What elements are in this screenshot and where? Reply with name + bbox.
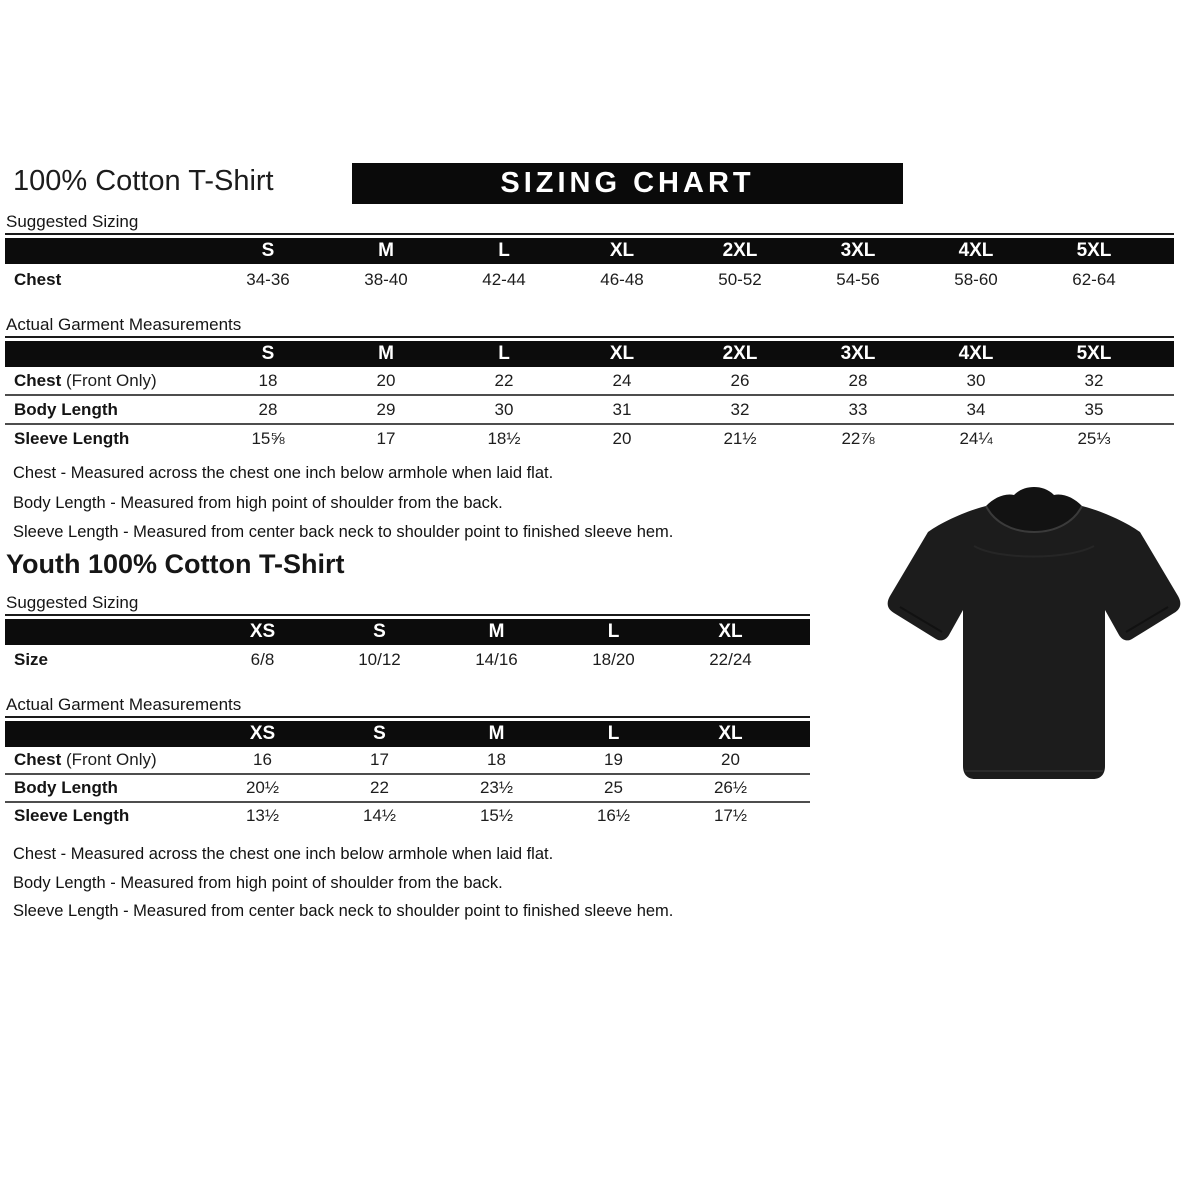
value-cell: 42-44 bbox=[482, 270, 526, 289]
tshirt-photo bbox=[878, 476, 1190, 812]
header-corner-cell bbox=[5, 341, 209, 367]
column-header-xs: XS bbox=[249, 723, 276, 744]
value-cell: 28 bbox=[848, 371, 868, 390]
header-corner-cell bbox=[5, 721, 204, 747]
header-corner-cell bbox=[5, 619, 204, 645]
table-row-chest bbox=[5, 264, 1174, 297]
value-cell: 38-40 bbox=[364, 270, 408, 289]
value-cell: 33 bbox=[848, 400, 868, 419]
row-filler bbox=[1153, 425, 1174, 454]
row-label bbox=[5, 367, 209, 394]
row-label bbox=[5, 775, 204, 801]
table-header-row bbox=[5, 341, 1174, 367]
table-row-body-length bbox=[5, 775, 810, 803]
header-corner-cell bbox=[5, 238, 209, 264]
adult-measurements-label: Actual Garment Measurements bbox=[6, 315, 242, 334]
row-label-text: Chest bbox=[14, 270, 62, 289]
value-cell: 26½ bbox=[713, 778, 748, 797]
row-label-text: Body Length bbox=[14, 778, 118, 797]
value-cell: 20 bbox=[612, 429, 632, 448]
sizing-chart-banner bbox=[352, 163, 903, 204]
value-cell: 16 bbox=[253, 750, 272, 769]
value-cell: 30 bbox=[966, 371, 986, 390]
value-cell: 46-48 bbox=[600, 270, 644, 289]
row-label bbox=[5, 803, 204, 831]
column-header-l: L bbox=[498, 240, 510, 261]
value-cell: 58-60 bbox=[954, 270, 998, 289]
value-cell: 22/24 bbox=[709, 650, 752, 669]
row-filler bbox=[789, 803, 810, 831]
row-filler bbox=[789, 775, 810, 801]
table-header-row bbox=[5, 619, 810, 645]
row-label-text: Sleeve Length bbox=[14, 429, 130, 448]
row-label bbox=[5, 264, 209, 297]
table-row-chest bbox=[5, 367, 1174, 396]
note-body-length: Body Length - Measured from high point of shoulder from the back. bbox=[13, 493, 503, 512]
column-header-5xl: 5XL bbox=[1076, 240, 1112, 261]
value-cell: 32 bbox=[730, 400, 750, 419]
page-title: 100% Cotton T-Shirt bbox=[13, 165, 274, 197]
value-cell: 23½ bbox=[479, 778, 514, 797]
value-cell: 22⅞ bbox=[841, 429, 875, 448]
value-cell: 18/20 bbox=[592, 650, 635, 669]
adult-suggested-sizing-table bbox=[5, 233, 1174, 297]
value-cell: 20 bbox=[721, 750, 740, 769]
value-cell: 13½ bbox=[245, 806, 280, 825]
value-cell: 15⅝ bbox=[251, 429, 285, 448]
value-cell: 16½ bbox=[596, 806, 631, 825]
value-cell: 54-56 bbox=[836, 270, 880, 289]
value-cell: 31 bbox=[612, 400, 632, 419]
column-header-s: S bbox=[373, 621, 386, 642]
column-header-s: S bbox=[261, 240, 275, 261]
youth-measurements-table bbox=[5, 716, 810, 831]
value-cell: 24 bbox=[612, 371, 632, 390]
value-cell: 25⅓ bbox=[1077, 429, 1111, 448]
column-header-m: M bbox=[488, 621, 505, 642]
value-cell: 24¼ bbox=[959, 429, 993, 448]
row-label-text: Chest bbox=[14, 371, 62, 390]
row-label-suffix: (Front Only) bbox=[61, 750, 157, 769]
row-label-text: Chest bbox=[14, 750, 62, 769]
table-row-sleeve-length bbox=[5, 425, 1174, 454]
youth-measurement-notes bbox=[13, 840, 673, 926]
value-cell: 30 bbox=[494, 400, 514, 419]
value-cell: 17 bbox=[376, 429, 396, 448]
value-cell: 22 bbox=[370, 778, 389, 797]
value-cell: 20½ bbox=[245, 778, 280, 797]
column-header-m: M bbox=[378, 240, 394, 261]
column-header-3xl: 3XL bbox=[840, 343, 876, 364]
adult-measurements-table bbox=[5, 336, 1174, 454]
row-filler bbox=[1153, 396, 1174, 423]
table-row-size bbox=[5, 645, 810, 675]
table-header-row bbox=[5, 238, 1174, 264]
youth-suggested-sizing-label: Suggested Sizing bbox=[6, 593, 139, 612]
column-header-4xl: 4XL bbox=[958, 240, 994, 261]
row-label bbox=[5, 425, 209, 454]
sizing-chart-banner-text: SIZING CHART bbox=[500, 167, 755, 199]
column-header-m: M bbox=[488, 723, 505, 744]
column-header-xs: XS bbox=[249, 621, 276, 642]
tshirt-illustration bbox=[878, 476, 1190, 812]
note-sleeve-length: Sleeve Length - Measured from center back neck to shoulder point to finished sleeve hem. bbox=[13, 523, 674, 541]
column-header-xl: XL bbox=[609, 240, 635, 261]
value-cell: 15½ bbox=[479, 806, 514, 825]
column-header-l: L bbox=[498, 343, 510, 364]
column-header-l: L bbox=[607, 723, 620, 744]
column-header-s: S bbox=[373, 723, 386, 744]
value-cell: 17 bbox=[370, 750, 389, 769]
column-header-4xl: 4XL bbox=[958, 343, 994, 364]
table-header-row bbox=[5, 721, 810, 747]
value-cell: 19 bbox=[604, 750, 623, 769]
column-header-m: M bbox=[378, 343, 394, 364]
row-label-text: Body Length bbox=[14, 400, 118, 419]
adult-measurement-notes bbox=[13, 459, 673, 548]
value-cell: 6/8 bbox=[250, 650, 275, 669]
row-label-text: Sleeve Length bbox=[14, 806, 130, 825]
youth-title: Youth 100% Cotton T-Shirt bbox=[6, 549, 345, 579]
value-cell: 18 bbox=[487, 750, 506, 769]
row-filler bbox=[1153, 264, 1174, 297]
note-chest: Chest - Measured across the chest one inch below armhole when laid flat. bbox=[13, 464, 554, 482]
value-cell: 10/12 bbox=[358, 650, 401, 669]
header-filler bbox=[1153, 238, 1174, 264]
value-cell: 17½ bbox=[713, 806, 748, 825]
note-sleeve-length: Sleeve Length - Measured from center back neck to shoulder point to finished sleeve hem. bbox=[13, 902, 674, 920]
note-body-length: Body Length - Measured from high point of shoulder from the back. bbox=[13, 873, 503, 892]
column-header-5xl: 5XL bbox=[1076, 343, 1112, 364]
adult-suggested-sizing-label: Suggested Sizing bbox=[6, 212, 139, 231]
table-row-body-length bbox=[5, 396, 1174, 425]
value-cell: 28 bbox=[258, 400, 278, 419]
value-cell: 18½ bbox=[487, 429, 521, 448]
row-label-suffix: (Front Only) bbox=[61, 371, 157, 390]
youth-measurements-label: Actual Garment Measurements bbox=[6, 695, 242, 714]
value-cell: 32 bbox=[1084, 371, 1104, 390]
row-label bbox=[5, 645, 204, 675]
value-cell: 34 bbox=[966, 400, 986, 419]
column-header-2xl: 2XL bbox=[722, 343, 758, 364]
value-cell: 14/16 bbox=[475, 650, 518, 669]
value-cell: 34-36 bbox=[246, 270, 290, 289]
column-header-3xl: 3XL bbox=[840, 240, 876, 261]
column-header-xl: XL bbox=[718, 723, 743, 744]
row-label-text: Size bbox=[14, 650, 49, 669]
value-cell: 26 bbox=[730, 371, 750, 390]
column-header-xl: XL bbox=[718, 621, 743, 642]
row-filler bbox=[1153, 367, 1174, 394]
value-cell: 21½ bbox=[723, 429, 757, 448]
value-cell: 35 bbox=[1084, 400, 1104, 419]
value-cell: 18 bbox=[258, 371, 278, 390]
header-filler bbox=[789, 721, 810, 747]
value-cell: 25 bbox=[604, 778, 623, 797]
column-header-2xl: 2XL bbox=[722, 240, 758, 261]
row-label bbox=[5, 396, 209, 423]
value-cell: 20 bbox=[376, 371, 396, 390]
note-chest: Chest - Measured across the chest one inch below armhole when laid flat. bbox=[13, 845, 554, 863]
column-header-s: S bbox=[261, 343, 275, 364]
value-cell: 62-64 bbox=[1072, 270, 1116, 289]
column-header-xl: XL bbox=[609, 343, 635, 364]
value-cell: 22 bbox=[494, 371, 514, 390]
row-filler bbox=[789, 645, 810, 675]
table-row-chest bbox=[5, 747, 810, 775]
tshirt-body bbox=[888, 506, 1181, 779]
value-cell: 14½ bbox=[362, 806, 397, 825]
youth-suggested-sizing-table bbox=[5, 614, 810, 675]
row-filler bbox=[789, 747, 810, 773]
column-header-l: L bbox=[607, 621, 620, 642]
value-cell: 50-52 bbox=[718, 270, 762, 289]
header-filler bbox=[1153, 341, 1174, 367]
table-row-sleeve-length bbox=[5, 803, 810, 831]
row-label bbox=[5, 747, 204, 773]
value-cell: 29 bbox=[376, 400, 396, 419]
header-filler bbox=[789, 619, 810, 645]
